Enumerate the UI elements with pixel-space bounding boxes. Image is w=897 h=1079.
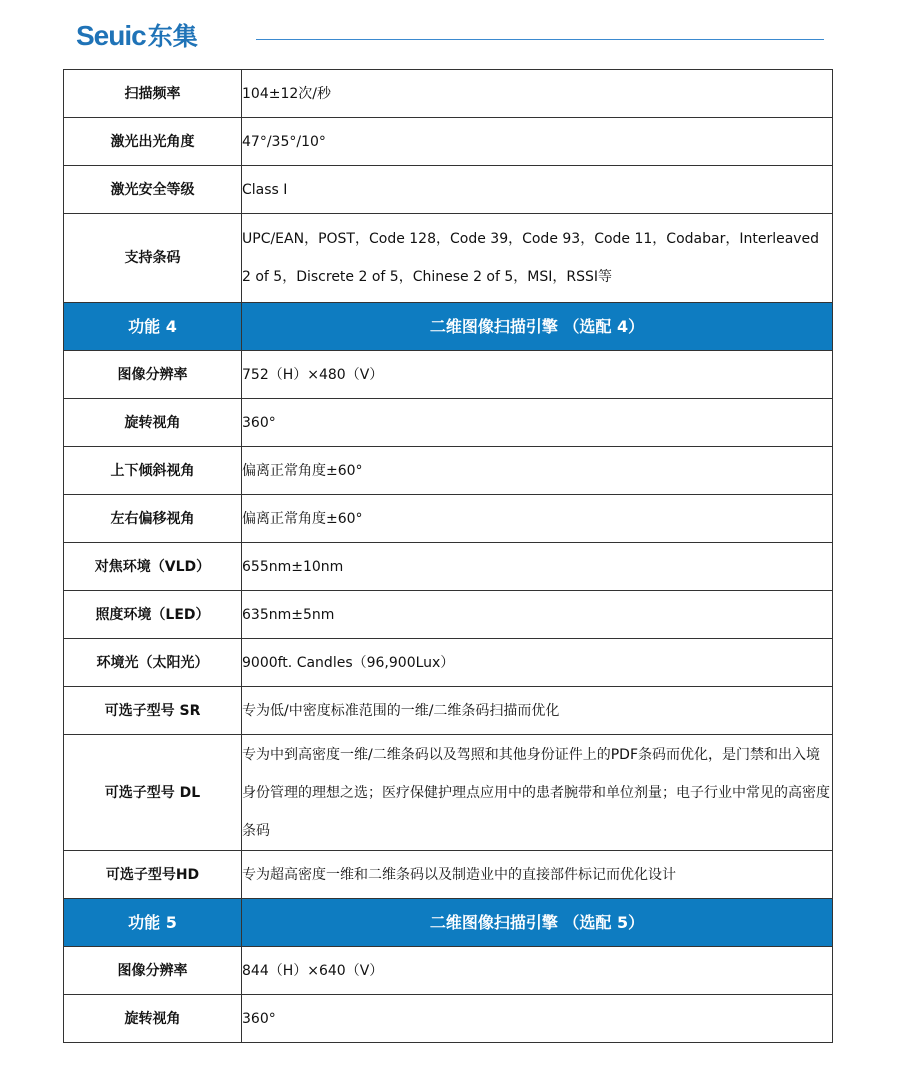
spec-value: 专为中到高密度一维/二维条码以及驾照和其他身份证件上的PDF条码而优化，是门禁和出入境身份管理的理想之选；医疗保健护理点应用中的患者腕带和单位剂量；电子行业中常见的高密度条码 xyxy=(242,735,833,851)
section-header-row xyxy=(64,899,833,947)
spec-value: 655nm±10nm xyxy=(242,543,833,591)
spec-value: 9000ft. Candles（96,900Lux） xyxy=(242,639,833,687)
section-label: 功能 5 xyxy=(64,899,242,947)
table-row xyxy=(64,70,833,118)
spec-value: 360° xyxy=(242,399,833,447)
table-row xyxy=(64,995,833,1043)
company-logo xyxy=(76,16,198,56)
spec-value: 844（H）×640（V） xyxy=(242,947,833,995)
spec-value: 104±12次/秒 xyxy=(242,70,833,118)
spec-label: 旋转视角 xyxy=(64,399,242,447)
section-title: 二维图像扫描引擎 （选配 5） xyxy=(242,899,833,947)
spec-value: 专为低/中密度标准范围的一维/二维条码扫描而优化 xyxy=(242,687,833,735)
spec-label: 激光出光角度 xyxy=(64,118,242,166)
section-header-row xyxy=(64,303,833,351)
logo-cjk-text: 东集 xyxy=(147,22,198,51)
section-label: 功能 4 xyxy=(64,303,242,351)
spec-label: 可选子型号 DL xyxy=(64,735,242,851)
table-row xyxy=(64,591,833,639)
table-row xyxy=(64,851,833,899)
logo-latin-text: Seuic xyxy=(76,20,146,51)
spec-label: 环境光（太阳光） xyxy=(64,639,242,687)
spec-value: 635nm±5nm xyxy=(242,591,833,639)
spec-label: 照度环境（LED） xyxy=(64,591,242,639)
spec-value: 偏离正常角度±60° xyxy=(242,495,833,543)
spec-label: 对焦环境（VLD） xyxy=(64,543,242,591)
table-row xyxy=(64,118,833,166)
spec-label: 图像分辨率 xyxy=(64,351,242,399)
table-row xyxy=(64,351,833,399)
spec-label: 上下倾斜视角 xyxy=(64,447,242,495)
spec-label: 激光安全等级 xyxy=(64,166,242,214)
page-header xyxy=(0,0,897,62)
table-row xyxy=(64,687,833,735)
section-title: 二维图像扫描引擎 （选配 4） xyxy=(242,303,833,351)
spec-value: 752（H）×480（V） xyxy=(242,351,833,399)
table-row xyxy=(64,639,833,687)
spec-label: 可选子型号HD xyxy=(64,851,242,899)
spec-label: 左右偏移视角 xyxy=(64,495,242,543)
header-divider xyxy=(256,39,824,40)
spec-label: 旋转视角 xyxy=(64,995,242,1043)
spec-value: Class I xyxy=(242,166,833,214)
spec-value: 专为超高密度一维和二维条码以及制造业中的直接部件标记而优化设计 xyxy=(242,851,833,899)
table-row xyxy=(64,495,833,543)
table-row xyxy=(64,399,833,447)
spec-label: 可选子型号 SR xyxy=(64,687,242,735)
table-row xyxy=(64,735,833,851)
table-row xyxy=(64,214,833,303)
spec-value: 360° xyxy=(242,995,833,1043)
table-row xyxy=(64,166,833,214)
table-row xyxy=(64,447,833,495)
table-row xyxy=(64,543,833,591)
spec-value: 偏离正常角度±60° xyxy=(242,447,833,495)
spec-value: 47°/35°/10° xyxy=(242,118,833,166)
table-row xyxy=(64,947,833,995)
spec-label: 扫描频率 xyxy=(64,70,242,118)
spec-table xyxy=(63,69,833,1043)
spec-value: UPC/EAN，POST，Code 128，Code 39，Code 93，Code 11，Codabar，Interleaved 2 of 5，Discrete 2 of 5，Chinese 2 of 5，MSI，RSSI等 xyxy=(242,214,833,303)
spec-label: 支持条码 xyxy=(64,214,242,303)
spec-label: 图像分辨率 xyxy=(64,947,242,995)
